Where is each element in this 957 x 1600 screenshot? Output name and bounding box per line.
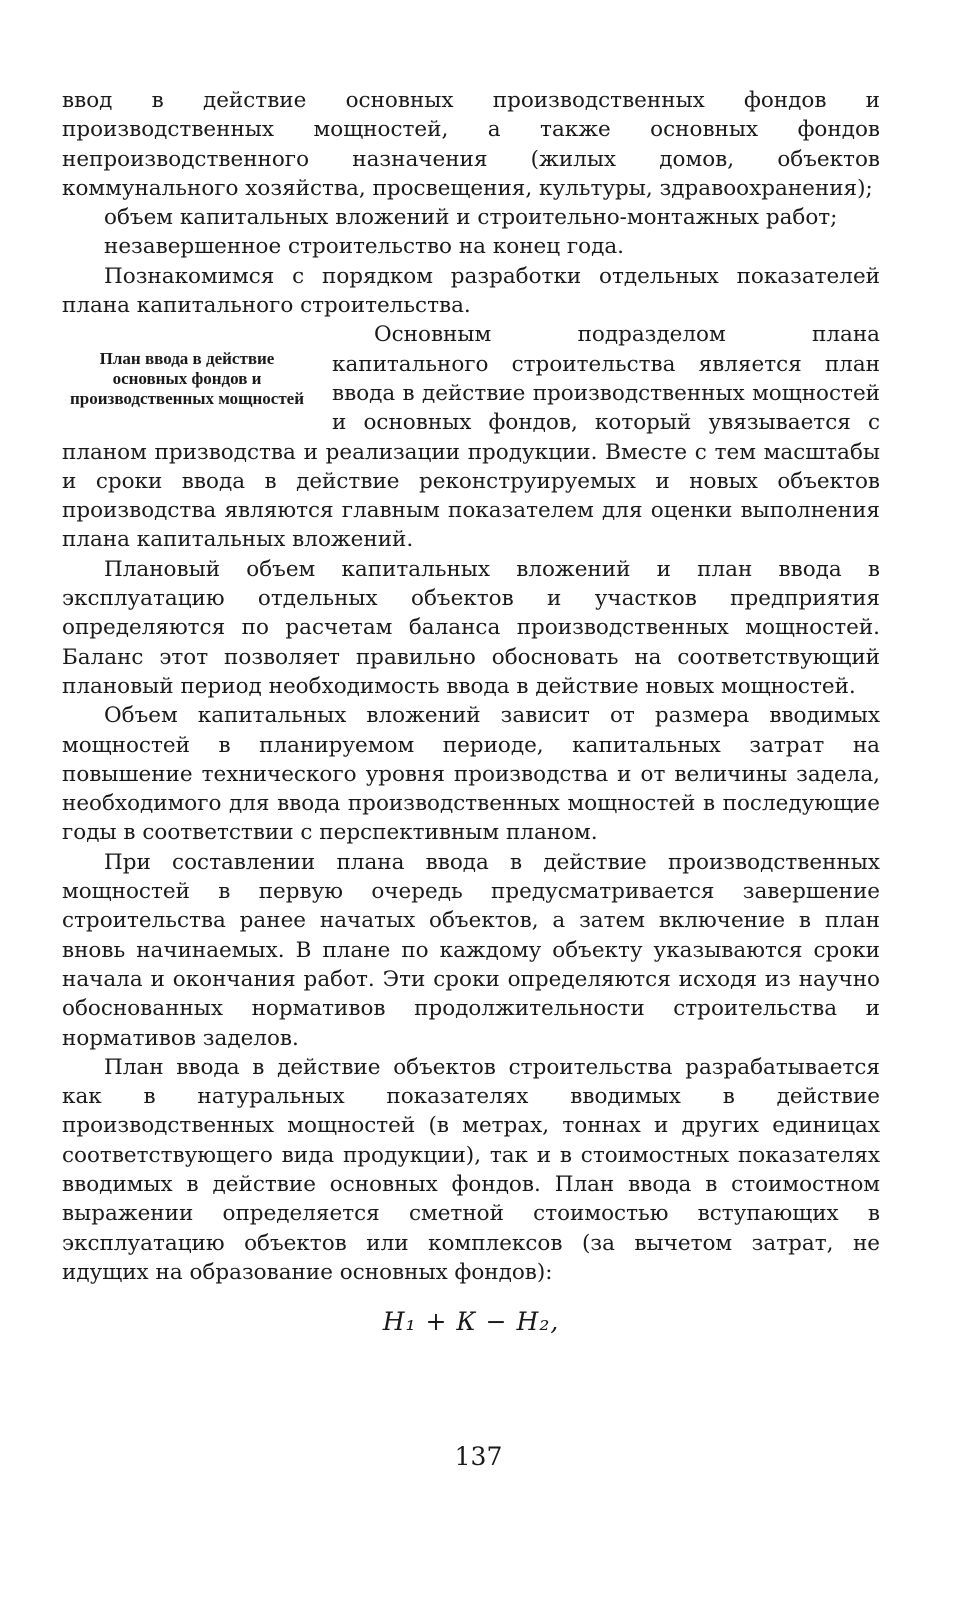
page-number: 137 — [454, 1442, 503, 1471]
paragraph-6: Плановый объем капитальных вложений и план ввода в эксплуатацию отдельных объектов и участков предприятия определяются по расчетам баланса производственных мощностей. Баланс этот позволяет правильно обосновать на соответствующий плановый период необходимость ввода в действие новых мощностей. — [62, 556, 880, 699]
paragraph-5: Основным подразделом плана капитального строительства является план ввода в действие производственных мощностей и основных фондов, который увязывается с планом призводства и реализации продукции. Вместе с тем масштабы и сроки ввода в действие реконструируемых и новых объектов производства являются главным показателем для оценки выполнения плана капитальных вложений. — [62, 322, 880, 553]
paragraph-7: Объем капитальных вложений зависит от размера вводимых мощностей в планируемом периоде, капитальных затрат на повышение технического уровня производства и от величины задела, необходимого для ввода производственных мощностей в последующие годы в соответствии с перспективным планом. — [62, 703, 880, 846]
paragraph-9: План ввода в действие объектов строительства разрабатывается как в натуральных показателях вводимых в действие производственных мощностей (в метрах, тоннах и других единицах соответствующего вида продукции), так и в стоимостных показателях вводимых в действие основных фондов. План ввода в стоимостном выражении определяется сметной стоимостью вступающих в эксплуатацию объектов или комплексов (за вычетом затрат, не идущих на образование основных фондов): — [62, 1054, 880, 1285]
paragraph-8: При составлении плана ввода в действие производственных мощностей в первую очередь предусматривается завершение строительства ранее начатых объектов, а затем включение в план вновь начинаемых. В плане по каждому объекту указываются сроки начала и окончания работ. Эти сроки определяются исходя из научно обоснованных нормативов продолжительности строительства и нормативов заделов. — [62, 849, 880, 1051]
paragraph-2: объем капитальных вложений и строительно-монтажных работ; — [104, 205, 838, 231]
paragraph-1: ввод в действие основных производственных фондов и производственных мощностей, а также основных фондов непроизводственного назначения (жилых домов, объектов коммунального хозяйства, просвещения, культуры, здравоохранения); — [62, 88, 880, 201]
text-column — [62, 86, 880, 1336]
paragraph-3: незавершенное строительство на конец года. — [104, 234, 625, 260]
margin-heading: План ввода в действие основных фондов и производственных мощностей — [69, 349, 305, 409]
paragraph-4: Познакомимся с порядком разработки отдельных показателей плана капитального строительства. — [62, 263, 880, 319]
formula: Н₁ + К − Н₂, — [382, 1307, 560, 1337]
